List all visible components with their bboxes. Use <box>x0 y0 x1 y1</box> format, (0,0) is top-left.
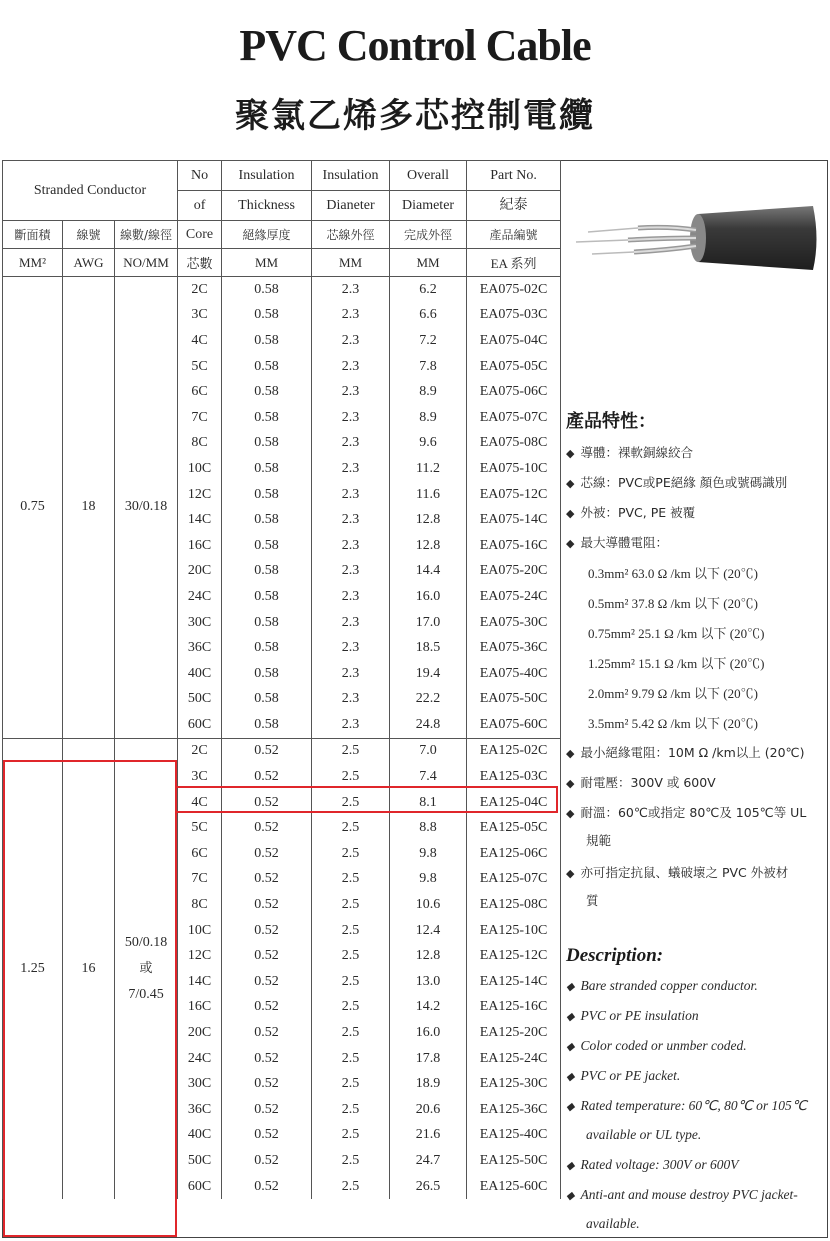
feature-item: ◆ 耐溫：60℃或指定 80℃及 105℃等 UL <box>566 805 807 820</box>
core-count: 4C <box>178 790 222 816</box>
overall-diameter: 19.4 <box>390 661 467 687</box>
description-item: ◆ Bare stranded copper conductor. <box>566 978 758 993</box>
insulation-thickness: 0.58 <box>222 584 312 610</box>
insulation-diameter: 2.3 <box>312 507 390 533</box>
overall-diameter: 12.8 <box>390 533 467 559</box>
feature-item-cont: 質 <box>586 893 599 908</box>
overall-diameter: 6.2 <box>390 277 467 303</box>
conductor-strand <box>115 277 178 739</box>
cable-illustration <box>568 200 820 280</box>
insulation-thickness: 0.52 <box>222 1046 312 1072</box>
overall-diameter: 13.0 <box>390 969 467 995</box>
unit-core: 芯數 <box>178 249 222 277</box>
insulation-diameter: 2.3 <box>312 712 390 738</box>
unit-awg: AWG <box>63 249 115 277</box>
insulation-diameter: 2.3 <box>312 405 390 431</box>
part-number: EA075-14C <box>467 507 561 533</box>
core-count: 3C <box>178 303 222 329</box>
part-number: EA075-36C <box>467 635 561 661</box>
overall-diameter: 26.5 <box>390 1174 467 1200</box>
insulation-thickness: 0.58 <box>222 635 312 661</box>
insulation-diameter: 2.5 <box>312 1020 390 1046</box>
insulation-diameter: 2.3 <box>312 635 390 661</box>
insulation-diameter: 2.3 <box>312 559 390 585</box>
header-zh-insulation-thickness: 絕緣厚度 <box>222 221 312 249</box>
insulation-thickness: 0.58 <box>222 328 312 354</box>
part-number: EA125-60C <box>467 1174 561 1200</box>
part-number: EA125-16C <box>467 995 561 1021</box>
header-overall-diameter-1: Overall <box>390 161 467 191</box>
insulation-diameter: 2.5 <box>312 1097 390 1123</box>
insulation-thickness: 0.58 <box>222 303 312 329</box>
insulation-diameter: 2.3 <box>312 379 390 405</box>
part-number: EA075-08C <box>467 431 561 457</box>
core-count: 16C <box>178 995 222 1021</box>
core-count: 40C <box>178 661 222 687</box>
insulation-diameter: 2.3 <box>312 687 390 713</box>
overall-diameter: 6.6 <box>390 303 467 329</box>
insulation-thickness: 0.52 <box>222 943 312 969</box>
core-count: 12C <box>178 943 222 969</box>
insulation-thickness: 0.52 <box>222 1071 312 1097</box>
insulation-thickness: 0.52 <box>222 1097 312 1123</box>
header-insulation-diameter-2: Dianeter <box>312 191 390 221</box>
overall-diameter: 7.8 <box>390 354 467 380</box>
insulation-diameter: 2.3 <box>312 482 390 508</box>
part-number: EA125-03C <box>467 764 561 790</box>
part-number: EA125-04C <box>467 790 561 816</box>
insulation-thickness: 0.58 <box>222 533 312 559</box>
header-part-no-1: Part No. <box>467 161 561 191</box>
header-insulation-thickness-1: Insulation <box>222 161 312 191</box>
overall-diameter: 8.8 <box>390 815 467 841</box>
conductor-area: 0.75 <box>3 277 63 739</box>
resistance-item: 0.3mm² 63.0 Ω /km 以下 (20℃) <box>588 566 758 581</box>
overall-diameter: 7.4 <box>390 764 467 790</box>
header-no-core-2: of <box>178 191 222 221</box>
core-count: 5C <box>178 815 222 841</box>
insulation-diameter: 2.3 <box>312 277 390 303</box>
description-item: ◆ Rated temperature: 60℃, 80℃ or 105℃ <box>566 1098 807 1113</box>
overall-diameter: 17.8 <box>390 1046 467 1072</box>
header-zh-area: 斷面積 <box>3 221 63 249</box>
core-count: 6C <box>178 841 222 867</box>
conductor-awg: 16 <box>63 738 115 1199</box>
insulation-thickness: 0.58 <box>222 354 312 380</box>
header-part-no-2: 紀泰 <box>467 191 561 221</box>
core-count: 7C <box>178 867 222 893</box>
insulation-diameter: 2.5 <box>312 995 390 1021</box>
insulation-diameter: 2.5 <box>312 764 390 790</box>
core-count: 36C <box>178 635 222 661</box>
resistance-item: 2.0mm² 9.79 Ω /km 以下 (20℃) <box>588 686 758 701</box>
part-number: EA075-10C <box>467 456 561 482</box>
insulation-thickness: 0.58 <box>222 379 312 405</box>
strand-spec: 50/0.18 <box>124 935 168 951</box>
insulation-diameter: 2.3 <box>312 431 390 457</box>
features-title: 產品特性： <box>566 411 656 432</box>
core-count: 40C <box>178 1123 222 1149</box>
header-no-core-3: Core <box>178 221 222 249</box>
core-count: 5C <box>178 354 222 380</box>
core-count: 7C <box>178 405 222 431</box>
conductor-area: 1.25 <box>3 738 63 1199</box>
core-count: 8C <box>178 892 222 918</box>
info-panel <box>560 160 828 1238</box>
insulation-diameter: 2.5 <box>312 969 390 995</box>
description-title: Description: <box>566 945 664 966</box>
strand-spec-alt: 7/0.45 <box>128 987 164 1003</box>
insulation-thickness: 0.52 <box>222 815 312 841</box>
insulation-thickness: 0.52 <box>222 790 312 816</box>
header-overall-diameter-2: Diameter <box>390 191 467 221</box>
part-number: EA075-16C <box>467 533 561 559</box>
overall-diameter: 12.4 <box>390 918 467 944</box>
insulation-thickness: 0.58 <box>222 661 312 687</box>
core-count: 30C <box>178 1071 222 1097</box>
insulation-diameter: 2.3 <box>312 533 390 559</box>
part-number: EA125-36C <box>467 1097 561 1123</box>
overall-diameter: 9.8 <box>390 867 467 893</box>
part-number: EA075-04C <box>467 328 561 354</box>
overall-diameter: 24.8 <box>390 712 467 738</box>
strand-spec: 30/0.18 <box>124 499 168 515</box>
part-number: EA125-05C <box>467 815 561 841</box>
insulation-diameter: 2.5 <box>312 1123 390 1149</box>
insulation-diameter: 2.3 <box>312 354 390 380</box>
insulation-thickness: 0.58 <box>222 405 312 431</box>
insulation-thickness: 0.58 <box>222 431 312 457</box>
core-count: 60C <box>178 1174 222 1200</box>
part-number: EA075-40C <box>467 661 561 687</box>
insulation-thickness: 0.58 <box>222 277 312 303</box>
part-number: EA125-08C <box>467 892 561 918</box>
header-insulation-thickness-2: Thickness <box>222 191 312 221</box>
insulation-diameter: 2.5 <box>312 1071 390 1097</box>
insulation-thickness: 0.58 <box>222 482 312 508</box>
insulation-diameter: 2.3 <box>312 328 390 354</box>
overall-diameter: 20.6 <box>390 1097 467 1123</box>
part-number: EA075-24C <box>467 584 561 610</box>
insulation-thickness: 0.52 <box>222 1148 312 1174</box>
header-no-core-1: No <box>178 161 222 191</box>
core-count: 14C <box>178 507 222 533</box>
overall-diameter: 14.2 <box>390 995 467 1021</box>
description-item-cont: available. <box>586 1216 640 1231</box>
core-count: 24C <box>178 584 222 610</box>
overall-diameter: 10.6 <box>390 892 467 918</box>
overall-diameter: 18.9 <box>390 1071 467 1097</box>
core-count: 30C <box>178 610 222 636</box>
insulation-diameter: 2.5 <box>312 943 390 969</box>
part-number: EA075-60C <box>467 712 561 738</box>
part-number: EA125-07C <box>467 867 561 893</box>
part-number: EA075-03C <box>467 303 561 329</box>
part-number: EA125-40C <box>467 1123 561 1149</box>
core-count: 3C <box>178 764 222 790</box>
description-item: ◆ Color coded or unmber coded. <box>566 1038 747 1053</box>
core-count: 4C <box>178 328 222 354</box>
part-number: EA125-02C <box>467 738 561 764</box>
core-count: 20C <box>178 559 222 585</box>
insulation-diameter: 2.5 <box>312 841 390 867</box>
insulation-thickness: 0.52 <box>222 1174 312 1200</box>
header-insulation-diameter-1: Insulation <box>312 161 390 191</box>
insulation-diameter: 2.5 <box>312 867 390 893</box>
feature-item: ◆ 導體：裸軟銅線絞合 <box>566 445 693 460</box>
overall-diameter: 22.2 <box>390 687 467 713</box>
strand-or: 或 <box>139 961 153 977</box>
overall-diameter: 12.8 <box>390 507 467 533</box>
part-number: EA075-05C <box>467 354 561 380</box>
part-number: EA075-06C <box>467 379 561 405</box>
conductor-awg: 18 <box>63 277 115 739</box>
overall-diameter: 8.9 <box>390 405 467 431</box>
feature-item: ◆ 最大導體電阻： <box>566 535 668 550</box>
header-zh-strand: 線數/線徑 <box>115 221 178 249</box>
core-count: 8C <box>178 431 222 457</box>
description-item: ◆ Rated voltage: 300V or 600V <box>566 1157 739 1172</box>
overall-diameter: 8.1 <box>390 790 467 816</box>
insulation-diameter: 2.3 <box>312 610 390 636</box>
core-count: 10C <box>178 456 222 482</box>
feature-item: ◆ 亦可指定抗鼠、蟻破壞之 PVC 外被材 <box>566 865 789 880</box>
insulation-thickness: 0.52 <box>222 1123 312 1149</box>
feature-item-cont: 規範 <box>586 833 612 848</box>
part-number: EA075-02C <box>467 277 561 303</box>
unit-area: MM² <box>3 249 63 277</box>
resistance-item: 0.75mm² 25.1 Ω /km 以下 (20℃) <box>588 626 765 641</box>
part-number: EA075-12C <box>467 482 561 508</box>
insulation-thickness: 0.52 <box>222 764 312 790</box>
header-zh-overall-diameter: 完成外徑 <box>390 221 467 249</box>
unit-overall-diameter: MM <box>390 249 467 277</box>
page-subtitle: 聚氯乙烯多芯控制電纜 <box>235 96 595 136</box>
description-item-cont: available or UL type. <box>586 1127 702 1142</box>
core-count: 2C <box>178 738 222 764</box>
insulation-thickness: 0.52 <box>222 1020 312 1046</box>
insulation-thickness: 0.52 <box>222 841 312 867</box>
page-title: PVC Control Cable <box>239 21 591 70</box>
insulation-thickness: 0.58 <box>222 507 312 533</box>
description-item: ◆ Anti-ant and mouse destroy PVC jacket- <box>566 1187 798 1202</box>
core-count: 10C <box>178 918 222 944</box>
insulation-diameter: 2.5 <box>312 1148 390 1174</box>
overall-diameter: 11.2 <box>390 456 467 482</box>
insulation-thickness: 0.52 <box>222 738 312 764</box>
unit-insulation-thickness: MM <box>222 249 312 277</box>
core-count: 2C <box>178 277 222 303</box>
overall-diameter: 7.0 <box>390 738 467 764</box>
insulation-diameter: 2.3 <box>312 303 390 329</box>
overall-diameter: 7.2 <box>390 328 467 354</box>
insulation-diameter: 2.5 <box>312 738 390 764</box>
part-number: EA125-30C <box>467 1071 561 1097</box>
overall-diameter: 12.8 <box>390 943 467 969</box>
insulation-thickness: 0.52 <box>222 892 312 918</box>
resistance-item: 3.5mm² 5.42 Ω /km 以下 (20℃) <box>588 716 758 731</box>
description-item: ◆ PVC or PE jacket. <box>566 1068 681 1083</box>
insulation-thickness: 0.58 <box>222 610 312 636</box>
highlight-row-ea125-03c <box>175 786 558 813</box>
part-number: EA125-10C <box>467 918 561 944</box>
resistance-item: 1.25mm² 15.1 Ω /km 以下 (20℃) <box>588 656 765 671</box>
part-number: EA075-07C <box>467 405 561 431</box>
overall-diameter: 18.5 <box>390 635 467 661</box>
core-count: 6C <box>178 379 222 405</box>
part-number: EA125-24C <box>467 1046 561 1072</box>
core-count: 36C <box>178 1097 222 1123</box>
part-number: EA075-50C <box>467 687 561 713</box>
core-count: 50C <box>178 687 222 713</box>
core-count: 16C <box>178 533 222 559</box>
core-count: 60C <box>178 712 222 738</box>
overall-diameter: 24.7 <box>390 1148 467 1174</box>
core-count: 20C <box>178 1020 222 1046</box>
insulation-diameter: 2.3 <box>312 661 390 687</box>
feature-item: ◆ 外被：PVC, PE 被覆 <box>566 505 696 520</box>
overall-diameter: 16.0 <box>390 1020 467 1046</box>
header-zh-part-no: 產品編號 <box>467 221 561 249</box>
insulation-diameter: 2.3 <box>312 584 390 610</box>
insulation-diameter: 2.5 <box>312 892 390 918</box>
core-count: 12C <box>178 482 222 508</box>
core-count: 24C <box>178 1046 222 1072</box>
part-number: EA075-20C <box>467 559 561 585</box>
overall-diameter: 21.6 <box>390 1123 467 1149</box>
overall-diameter: 14.4 <box>390 559 467 585</box>
unit-part-series: EA 系列 <box>467 249 561 277</box>
insulation-diameter: 2.5 <box>312 1046 390 1072</box>
header-zh-insulation-diameter: 芯線外徑 <box>312 221 390 249</box>
insulation-diameter: 2.5 <box>312 815 390 841</box>
feature-item: ◆ 耐電壓：300V 或 600V <box>566 775 716 790</box>
core-count: 50C <box>178 1148 222 1174</box>
insulation-diameter: 2.5 <box>312 790 390 816</box>
overall-diameter: 17.0 <box>390 610 467 636</box>
overall-diameter: 11.6 <box>390 482 467 508</box>
resistance-item: 0.5mm² 37.8 Ω /km 以下 (20℃) <box>588 596 758 611</box>
part-number: EA075-30C <box>467 610 561 636</box>
part-number: EA125-20C <box>467 1020 561 1046</box>
part-number: EA125-50C <box>467 1148 561 1174</box>
unit-strand: NO/MM <box>115 249 178 277</box>
core-count: 14C <box>178 969 222 995</box>
overall-diameter: 9.8 <box>390 841 467 867</box>
insulation-thickness: 0.58 <box>222 712 312 738</box>
insulation-thickness: 0.52 <box>222 969 312 995</box>
part-number: EA125-12C <box>467 943 561 969</box>
highlight-group-1-25 <box>3 760 177 1237</box>
insulation-thickness: 0.52 <box>222 995 312 1021</box>
feature-item: ◆ 芯線：PVC或PE絕緣 顏色或號碼識別 <box>566 475 788 490</box>
insulation-thickness: 0.58 <box>222 456 312 482</box>
part-number: EA125-06C <box>467 841 561 867</box>
insulation-thickness: 0.58 <box>222 687 312 713</box>
header-zh-awg: 線號 <box>63 221 115 249</box>
table-row <box>3 277 561 303</box>
insulation-thickness: 0.58 <box>222 559 312 585</box>
insulation-thickness: 0.52 <box>222 918 312 944</box>
header-stranded-conductor: Stranded Conductor <box>3 161 178 221</box>
insulation-diameter: 2.3 <box>312 456 390 482</box>
description-item: ◆ PVC or PE insulation <box>566 1008 699 1023</box>
feature-item: ◆ 最小絕緣電阻：10M Ω /km以上 (20℃) <box>566 745 805 760</box>
insulation-diameter: 2.5 <box>312 918 390 944</box>
insulation-thickness: 0.52 <box>222 867 312 893</box>
overall-diameter: 16.0 <box>390 584 467 610</box>
overall-diameter: 9.6 <box>390 431 467 457</box>
part-number: EA125-14C <box>467 969 561 995</box>
insulation-diameter: 2.5 <box>312 1174 390 1200</box>
overall-diameter: 8.9 <box>390 379 467 405</box>
unit-insulation-diameter: MM <box>312 249 390 277</box>
